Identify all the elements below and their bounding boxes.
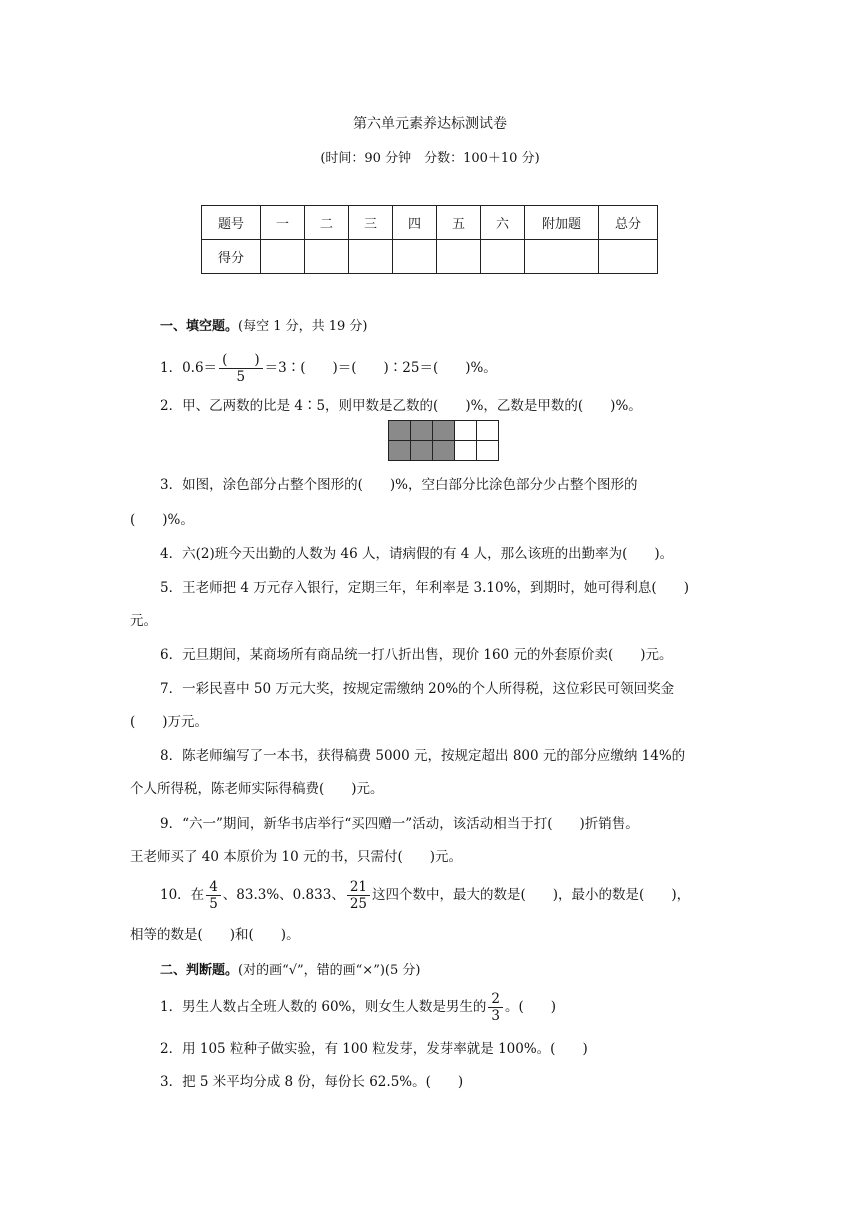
shaded-grid-figure (388, 420, 499, 461)
q2-1-fraction-num: 2 (488, 991, 503, 1008)
grid-cell-shaded (433, 421, 455, 441)
q1-text-a: 1．0.6＝ (160, 360, 218, 376)
q1-text-b: ＝3∶( )＝( )∶25＝( )%。 (264, 360, 497, 376)
question-1-8-line1: 8．陈老师编写了一本书，获得稿费 5000 元，按规定超出 800 元的部分应缴纳 14%的 (160, 748, 686, 764)
score-header-cell: 五 (437, 206, 481, 240)
q2-1-fraction-den: 3 (491, 1008, 500, 1024)
score-header-cell: 六 (481, 206, 525, 240)
score-header-cell: 二 (305, 206, 349, 240)
question-1-1 (160, 352, 497, 385)
grid-cell-shaded (389, 421, 411, 441)
section2-note: (对的画“√”，错的画“×”)(5 分) (238, 963, 421, 978)
question-1-7-line1: 7．一彩民喜中 50 万元大奖，按规定需缴纳 20%的个人所得税，这位彩民可领回奖金 (160, 681, 675, 697)
question-1-4: 4．六(2)班今天出勤的人数为 46 人，请病假的有 4 人，那么该班的出勤率为( )。 (160, 546, 674, 562)
score-input-cell[interactable] (525, 240, 599, 274)
score-input-cell[interactable] (261, 240, 305, 274)
question-2-3: 3．把 5 米平均分成 8 份，每份长 62.5%。( ) (160, 1074, 464, 1090)
grid-cell-shaded (389, 441, 411, 461)
grid-cell-blank (477, 421, 499, 441)
grid-cell-shaded (411, 441, 433, 461)
grid-cell-blank (455, 441, 477, 461)
question-1-5-line2: 元。 (130, 613, 157, 629)
section1-heading (160, 318, 368, 336)
score-header-cell: 附加题 (525, 206, 599, 240)
q1-fraction-num: ( ) (219, 352, 263, 369)
section1-note: (每空 1 分，共 19 分) (238, 319, 368, 334)
grid-cell-blank (455, 421, 477, 441)
q2-1-text-b: 。( ) (504, 999, 557, 1015)
q10-fraction-2 (347, 879, 370, 912)
q10-text-b: 、83.3%、0.833、 (222, 887, 345, 903)
q2-1-fraction (488, 991, 503, 1024)
question-2-2: 2．用 105 粒种子做实验，有 100 粒发芽，发芽率就是 100%。( ) (160, 1041, 588, 1057)
question-1-3-line2: ( )%。 (130, 512, 194, 528)
q10-fraction-1 (206, 879, 221, 912)
question-1-3-line1: 3．如图，涂色部分占整个图形的( )%，空白部分比涂色部分少占整个图形的 (160, 477, 638, 493)
q10-text-c: 这四个数中，最大的数是( )，最小的数是( )， (372, 887, 691, 903)
question-1-8-line2: 个人所得税，陈老师实际得稿费( )元。 (130, 781, 384, 797)
score-table (201, 205, 658, 274)
grid-cell-shaded (433, 441, 455, 461)
q10-fraction-1-den: 5 (209, 896, 218, 912)
score-header-cell: 一 (261, 206, 305, 240)
question-1-7-line2: ( )万元。 (130, 714, 209, 730)
q10-fraction-2-num: 21 (347, 879, 370, 896)
section2-heading (160, 962, 420, 980)
score-input-cell[interactable] (305, 240, 349, 274)
q1-fraction (219, 352, 263, 385)
score-input-cell[interactable] (481, 240, 525, 274)
score-row-label: 得分 (202, 240, 261, 274)
page-title: 第六单元素养达标测试卷 (353, 116, 507, 132)
question-2-1 (160, 991, 556, 1024)
section2-title: 二、判断题。 (160, 963, 239, 978)
question-1-9-line1: 9．“六一”期间，新华书店举行“买四赠一”活动，该活动相当于打( )折销售。 (160, 816, 639, 832)
grid-cell-blank (477, 441, 499, 461)
question-1-10-line2: 相等的数是( )和( )。 (130, 927, 300, 943)
q2-1-text-a: 1．男生人数占全班人数的 60%，则女生人数是男生的 (160, 999, 487, 1015)
section1-title: 一、填空题。 (160, 319, 239, 334)
question-1-6: 6．元旦期间，某商场所有商品统一打八折出售，现价 160 元的外套原价卖( )元。 (160, 647, 673, 663)
q10-text-a: 10．在 (160, 887, 205, 903)
question-1-2: 2．甲、乙两数的比是 4∶5，则甲数是乙数的( )%，乙数是甲数的( )%。 (160, 398, 642, 414)
q1-fraction-den: 5 (236, 369, 246, 385)
score-input-cell[interactable] (599, 240, 658, 274)
score-header-cell: 三 (349, 206, 393, 240)
score-input-cell[interactable] (393, 240, 437, 274)
q10-fraction-1-num: 4 (206, 879, 221, 896)
question-1-9-line2: 王老师买了 40 本原价为 10 元的书，只需付( )元。 (130, 849, 463, 865)
question-1-10-line1 (160, 879, 690, 912)
score-header-cell: 四 (393, 206, 437, 240)
q10-fraction-2-den: 25 (349, 896, 368, 912)
score-table-header-row (202, 206, 658, 240)
score-table-score-row (202, 240, 658, 274)
score-input-cell[interactable] (349, 240, 393, 274)
score-header-cell: 总分 (599, 206, 658, 240)
page-subtitle: (时间：90 分钟 分数：100＋10 分) (320, 151, 540, 166)
score-header-cell: 题号 (202, 206, 261, 240)
grid-cell-shaded (411, 421, 433, 441)
question-1-5-line1: 5．王老师把 4 万元存入银行，定期三年，年利率是 3.10%，到期时，她可得利息( ) (160, 580, 689, 596)
score-input-cell[interactable] (437, 240, 481, 274)
